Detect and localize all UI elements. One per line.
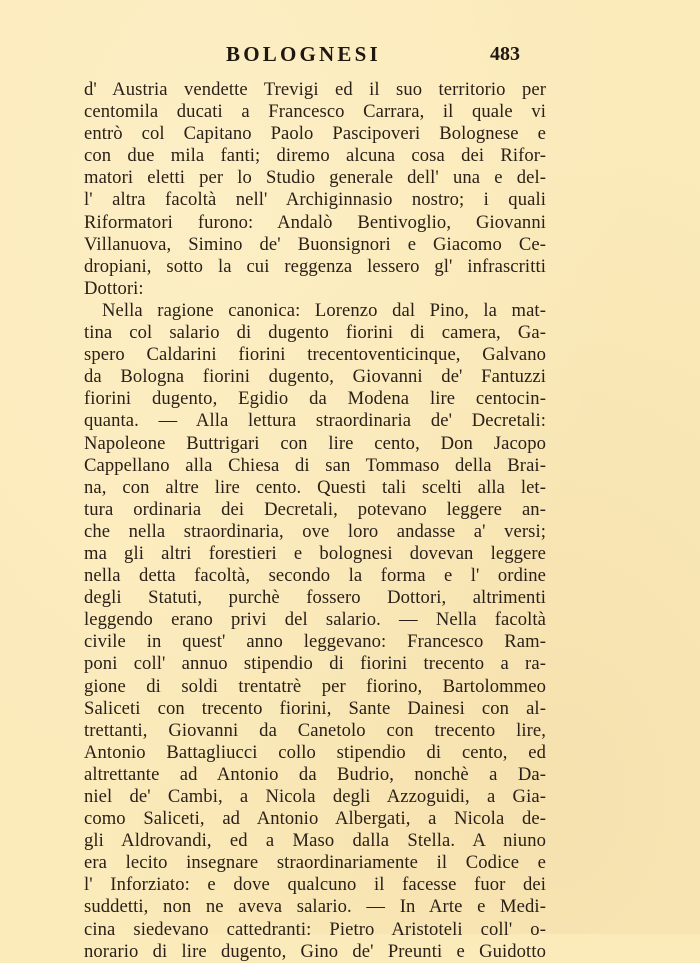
text-line: entrò col Capitano Paolo Pascipoveri Bolognese e [84,123,546,145]
text-line: suddetti, non ne aveva salario. — In Arte e Medi- [84,896,546,918]
text-line: norario di lire dugento, Gino de' Preunti e Guidotto [84,940,546,962]
text-line: l' altra facoltà nell' Archiginnasio nostro; i quali [84,189,546,211]
text-line: trettanti, Giovanni da Canetolo con trecento lire, [84,719,546,741]
text-line: l' Inforziato: e dove qualcuno il facesse fuor dei [84,874,546,896]
text-line: centomila ducati a Francesco Carrara, il quale vi [84,101,546,123]
text-line: poni coll' annuo stipendio di fiorini trecento a ra- [84,653,546,675]
text-line: Riformatori furono: Andalò Bentivoglio, Giovanni [84,211,546,233]
text-line: gli Aldrovandi, ed a Maso dalla Stella. A niuno [84,830,546,852]
text-line: quanta. — Alla lettura straordinaria de' Decretali: [84,410,546,432]
text-line: gione di soldi trentatrè per fiorino, Bartolommeo [84,675,546,697]
text-line: tina col salario di dugento fiorini di camera, Ga- [84,322,546,344]
text-line: era lecito insegnare straordinariamente il Codice e [84,852,546,874]
text-line: niel de' Cambi, a Nicola degli Azzoguidi, a Gia- [84,786,546,807]
text-line: matori eletti per lo Studio generale dell' una e del- [84,167,546,189]
text-line: che nella straordinaria, ove loro andasse a' versi; [84,520,546,542]
text-line: altrettante ad Antonio da Budrio, nonchè a Da- [84,763,546,785]
text-line: spero Caldarini fiorini trecentoventicinque, Galvano [84,344,546,366]
text-line: Antonio Battagliucci collo stipendio di cento, ed [84,741,546,763]
text-line: dropiani, sotto la cui reggenza lessero gl' infrascritti [84,255,546,277]
page-number: 483 [490,43,520,65]
text-line: civile in quest' anno leggevano: Francesco Ram- [84,631,546,653]
text-line: tura ordinaria dei Decretali, potevano leggere an- [84,498,546,520]
text-line: degli Statuti, purchè fossero Dottori, altrimenti [84,587,546,609]
running-head [0,42,700,72]
paragraph-start-line: Nella ragione canonica: Lorenzo dal Pino, la mat- [102,299,546,321]
text-line: Napoleone Buttrigari con lire cento, Don Jacopo [84,432,546,454]
running-title: BOLOGNESI [226,42,381,66]
text-line: Saliceti con trecento fiorini, Sante Dainesi con al- [84,697,546,719]
text-line: d' Austria vendette Trevigi ed il suo territorio per [84,79,546,100]
text-line: da Bologna fiorini dugento, Giovanni de' Fantuzzi [84,366,546,388]
text-line: con due mila fanti; diremo alcuna cosa dei Rifor- [84,145,546,167]
text-line: cina siedevano cattedranti: Pietro Aristoteli coll' o- [84,918,546,940]
text-line: Villanuova, Simino de' Buonsignori e Giacomo Ce- [84,233,546,255]
text-line: na, con altre lire cento. Questi tali scelti alla let- [84,476,546,498]
text-line: leggendo erano privi del salario. — Nella facoltà [84,609,546,631]
text-line: Cappellano alla Chiesa di san Tommaso della Brai- [84,454,546,476]
text-line: Dottori: [84,277,144,299]
text-line: fiorini dugento, Egidio da Modena lire centocin- [84,388,546,410]
body-text [84,79,546,963]
text-line: ma gli altri forestieri e bolognesi dovevan leggere [84,542,546,564]
text-line: como Saliceti, ad Antonio Albergati, a Nicola de- [84,808,546,830]
text-line: nella detta facoltà, secondo la forma e l' ordine [84,565,546,587]
